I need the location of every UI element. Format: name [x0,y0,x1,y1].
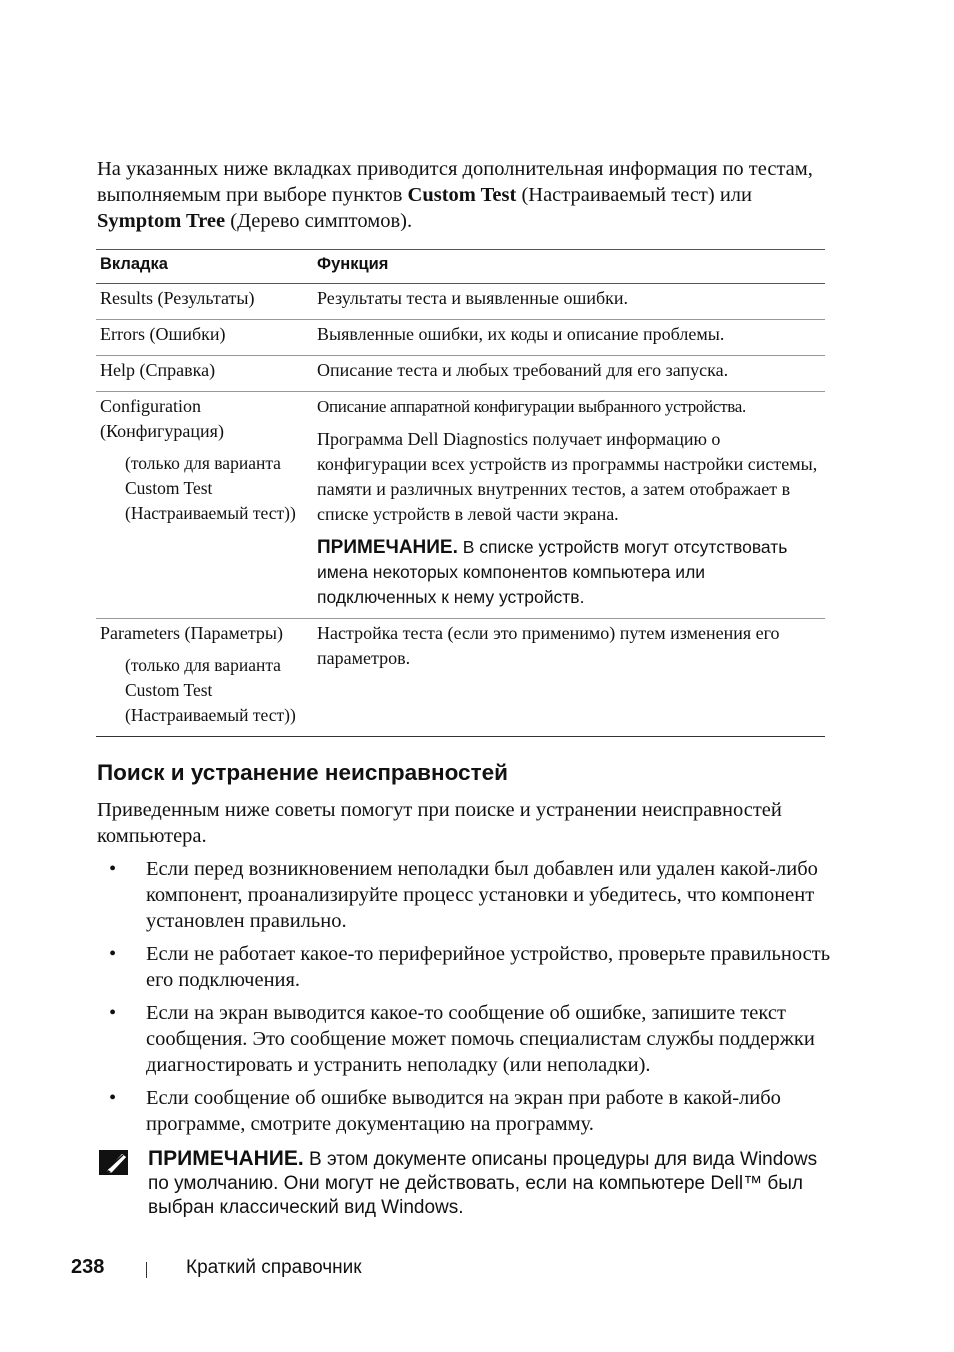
list-item [97,1085,832,1137]
tips-list [97,856,832,1144]
configuration-note [317,535,821,610]
cell-func-parameters: Настройка теста (если это применимо) путем изменения его параметров. [313,619,825,737]
table-row-results [96,284,825,320]
cell-tab-results: Results (Результаты) [96,284,313,320]
table-header-row [96,250,825,284]
bullet-marker: • [109,858,117,880]
bullet-marker: • [109,1002,117,1024]
list-item-text: Если не работает какое-то периферийное устройство, проверьте правильность его подключения. [146,943,831,991]
table-row-help [96,356,825,392]
list-item-text: Если сообщение об ошибке выводится на экран при работе в какой-либо программе, смотрите документацию на программу. [146,1087,781,1135]
intro-symptom-tree: Symptom Tree [97,210,226,232]
note-pencil-icon [98,1148,132,1176]
bullet-marker: • [109,943,117,965]
configuration-note-text: В списке устройств могут отсутствовать имена некоторых компонентов компьютера или подключенных к нему устройств. [317,537,788,607]
note-block [148,1147,838,1220]
parameters-tab-label: Parameters (Параметры) [100,623,283,643]
list-item-text: Если на экран выводится какое-то сообщение об ошибке, запишите текст сообщения. Это сообщение может помочь специалистам службы поддержки диагностировать и устранить неполадку (или неполадки). [146,1002,815,1076]
footer-divider [146,1262,147,1278]
cell-func-results: Результаты теста и выявленные ошибки. [313,284,825,320]
cell-func-errors: Выявленные ошибки, их коды и описание проблемы. [313,320,825,356]
cell-func-configuration [313,392,825,619]
list-item [97,1000,832,1078]
list-item-text: Если перед возникновением неполадки был добавлен или удален какой-либо компонент, проанализируйте процесс установки и убедитесь, что компонент установлен правильно. [146,858,818,932]
intro-text-3: (Дерево симптомов). [225,210,413,232]
configuration-tab-label: Configuration (Конфигурация) [100,396,224,441]
header-tab: Вкладка [96,250,313,284]
intro-custom-test: Custom Test [407,184,517,206]
intro-paragraph [97,156,832,234]
header-function: Функция [313,250,825,284]
note-label: ПРИМЕЧАНИЕ. [148,1147,304,1170]
bullet-marker: • [109,1087,117,1109]
cell-tab-configuration [96,392,313,619]
cell-tab-help: Help (Справка) [96,356,313,392]
table-row-parameters [96,619,825,737]
footer-title: Краткий справочник [186,1257,362,1278]
cell-tab-errors: Errors (Ошибки) [96,320,313,356]
table-row-configuration [96,392,825,619]
table-row-errors [96,320,825,356]
page-number: 238 [71,1256,105,1278]
configuration-func-detail: Программа Dell Diagnostics получает информацию о конфигурации всех устройств из программы настройки системы, памяти и различных внутренних тестов, а затем отображает в списке устройств в левой части экрана. [317,429,818,524]
section-heading: Поиск и устранение неисправностей [97,760,508,785]
cell-func-help: Описание теста и любых требований для его запуска. [313,356,825,392]
note-text: В этом документе описаны процедуры для вида Windows по умолчанию. Они могут не действовать, если на компьютере Dell™ был выбран классический вид Windows. [148,1149,818,1218]
configuration-note-label: ПРИМЕЧАНИЕ. [317,537,458,558]
list-item [97,856,832,934]
parameters-tab-note: (только для варианта Custom Test (Настраиваемый тест)) [125,655,296,725]
intro-text-1: На указанных ниже вкладках приводится дополнительная информация по тестам, выполняемым при выборе пунктов [97,158,813,206]
list-item [97,941,832,993]
intro-text-2: (Настраиваемый тест) или [516,184,753,206]
cell-tab-parameters [96,619,313,737]
configuration-tab-note: (только для варианта Custom Test (Настраиваемый тест)) [125,453,296,523]
tabs-table [96,249,825,737]
section-lead: Приведенным ниже советы помогут при поиске и устранении неисправностей компьютера. [97,799,782,847]
configuration-func-summary: Описание аппаратной конфигурации выбранного устройства. [317,397,746,416]
